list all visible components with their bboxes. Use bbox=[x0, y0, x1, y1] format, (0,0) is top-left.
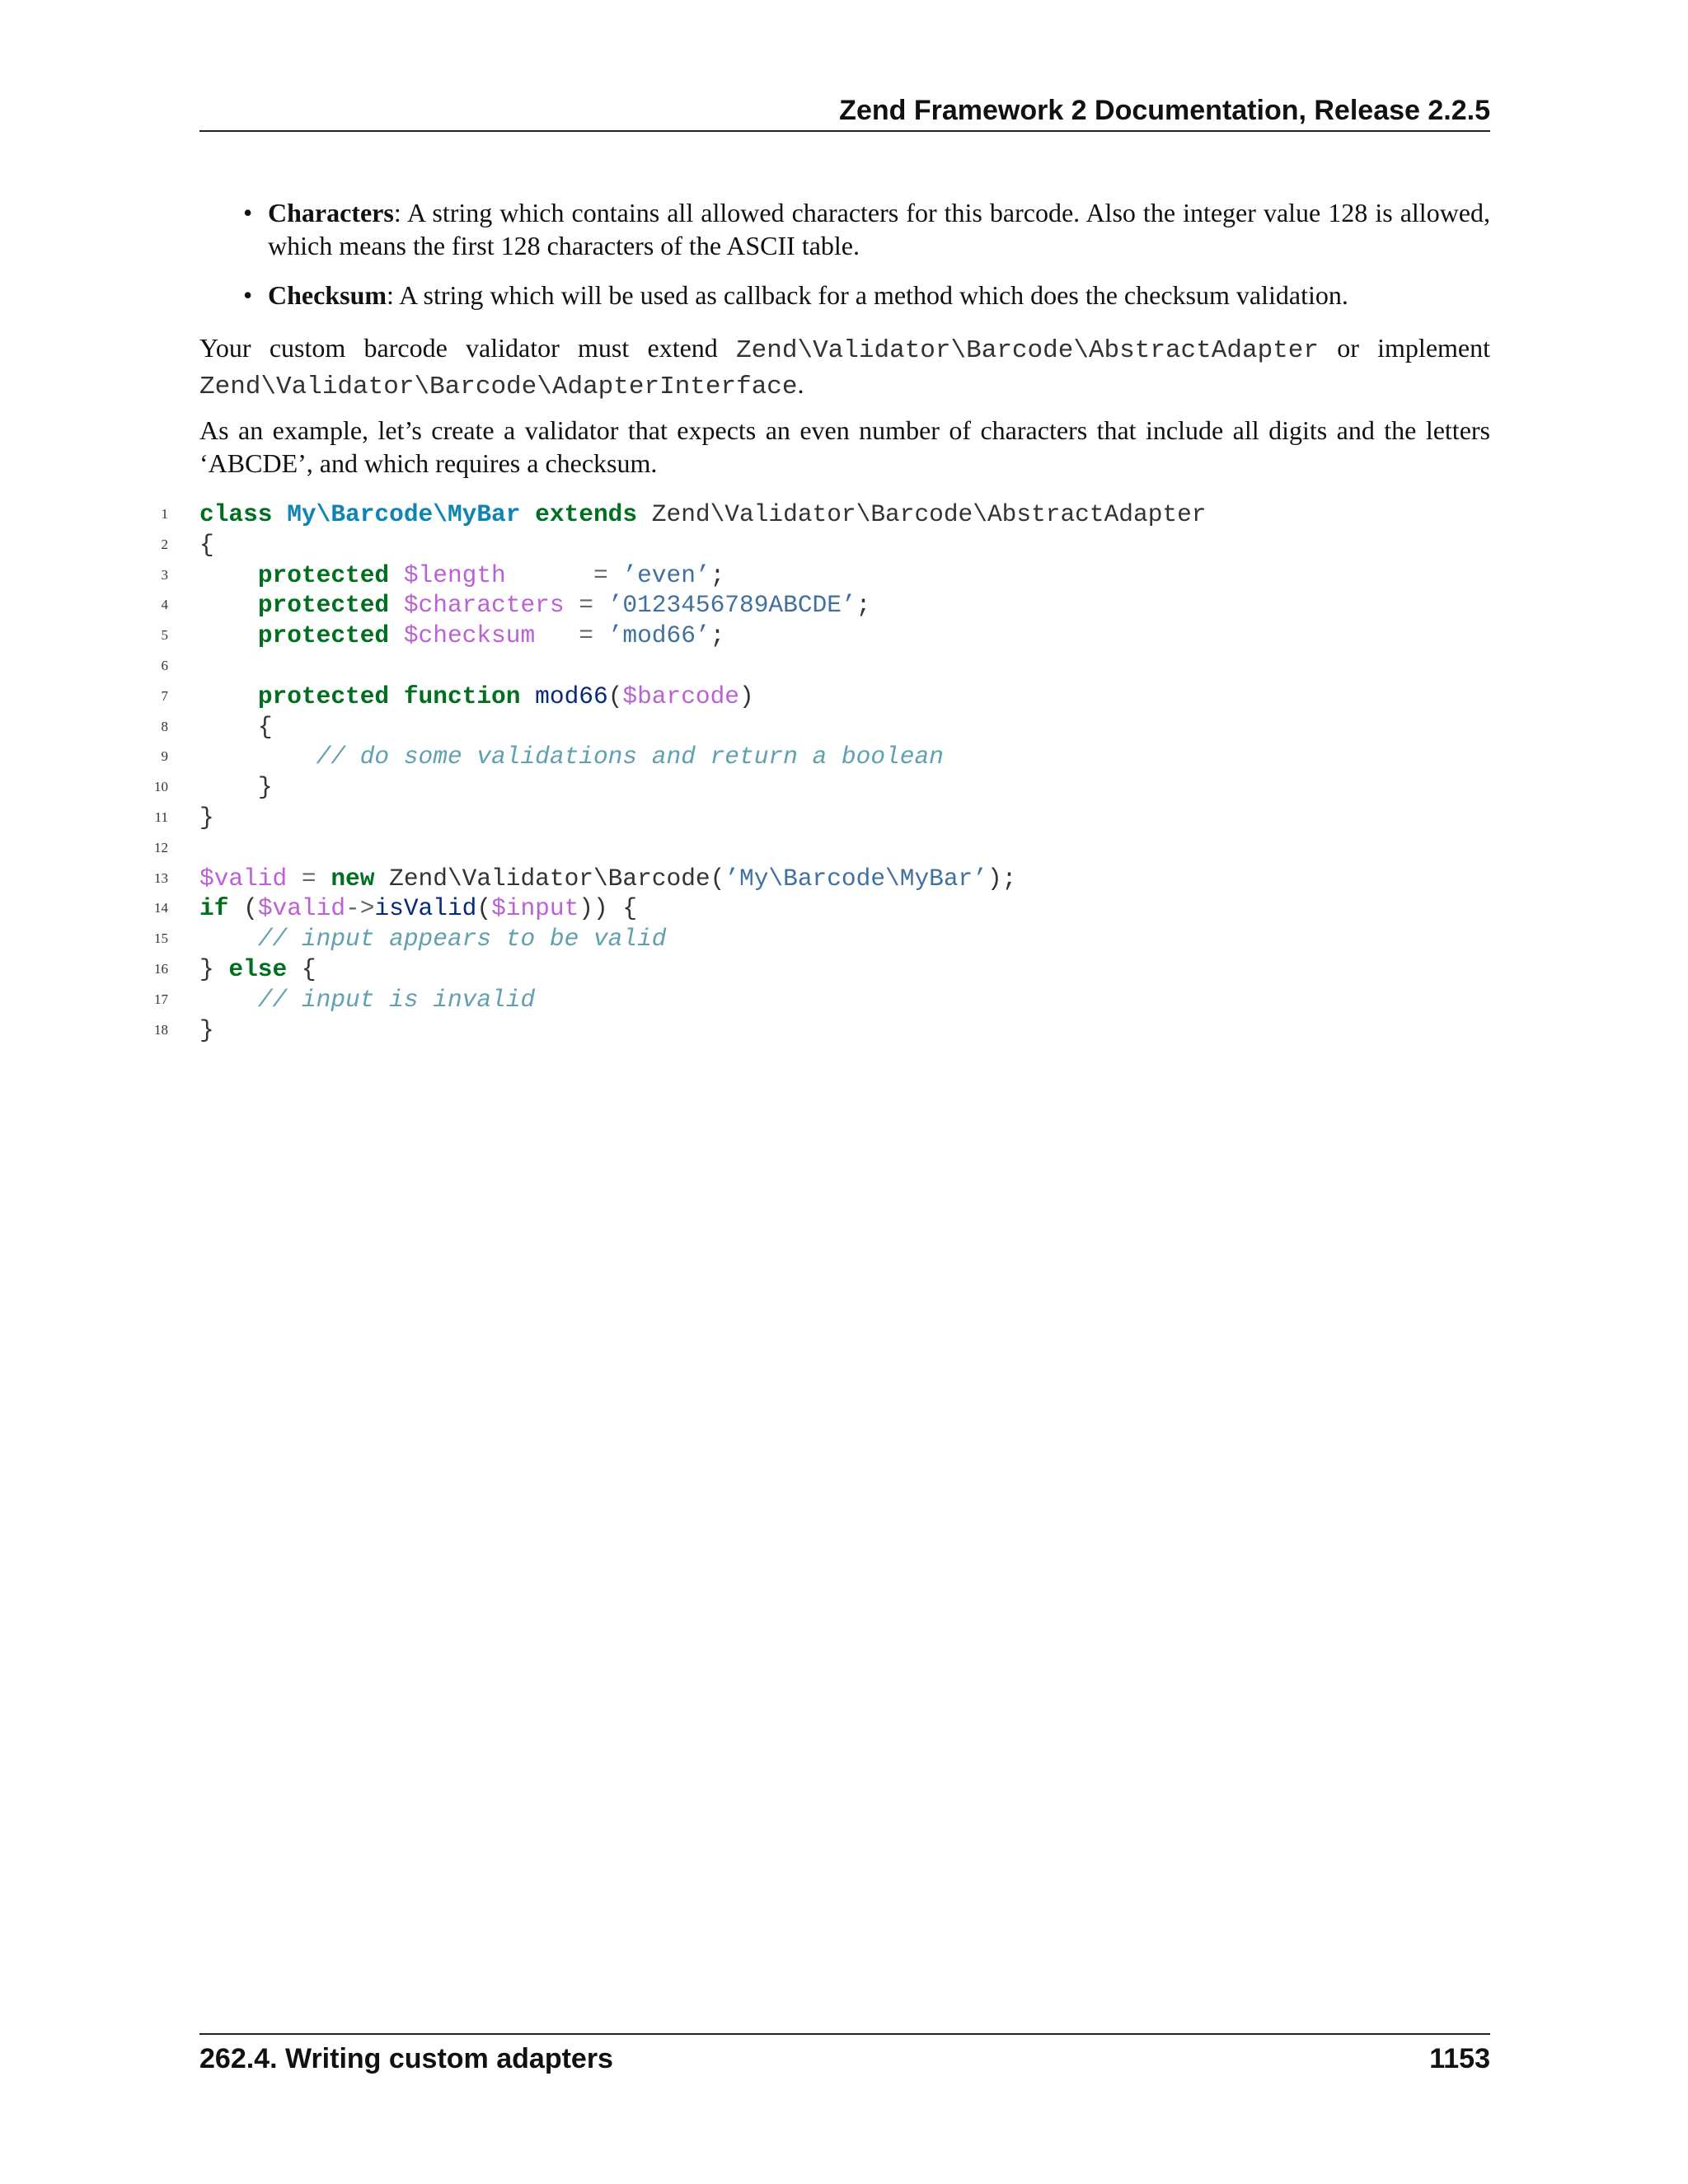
code-line bbox=[148, 864, 1500, 894]
line-number: 10 bbox=[154, 779, 168, 795]
line-number: 2 bbox=[161, 536, 168, 552]
brace: { bbox=[301, 954, 316, 983]
line-number: 13 bbox=[154, 869, 168, 886]
keyword: function bbox=[403, 682, 521, 710]
operator: = bbox=[301, 864, 316, 893]
line-number: 17 bbox=[154, 991, 168, 1007]
list-term: Characters bbox=[268, 198, 394, 227]
code-block bbox=[148, 499, 1500, 1045]
padding bbox=[535, 621, 579, 649]
bullet-icon: • bbox=[243, 280, 253, 310]
keyword: protected bbox=[257, 591, 390, 620]
code-line bbox=[148, 833, 1500, 864]
list-text: : A string which contains all allowed characters for this barcode. Also the integer value 128 is allowed, which means the first 128 characters of the ASCII table. bbox=[268, 198, 1490, 260]
variable: $valid bbox=[257, 894, 346, 923]
line-number: 14 bbox=[154, 900, 168, 916]
function-name: mod66 bbox=[535, 682, 608, 710]
para-text: or implement bbox=[1318, 333, 1491, 363]
variable: $input bbox=[491, 894, 579, 923]
keyword: protected bbox=[257, 621, 390, 650]
keyword: protected bbox=[257, 560, 390, 589]
line-number: 8 bbox=[161, 718, 168, 734]
code-line bbox=[148, 742, 1500, 772]
keyword: else bbox=[228, 954, 288, 983]
line-number: 9 bbox=[161, 748, 168, 765]
para-text: . bbox=[797, 369, 804, 399]
line-number: 7 bbox=[161, 687, 168, 704]
code-line bbox=[148, 954, 1500, 985]
line-number: 5 bbox=[161, 627, 168, 644]
variable: $valid bbox=[199, 864, 288, 893]
keyword: protected bbox=[257, 682, 390, 710]
punctuation: ( bbox=[476, 894, 492, 923]
line-number: 11 bbox=[154, 808, 168, 825]
operator: = bbox=[593, 560, 608, 589]
bullet-icon: • bbox=[243, 198, 253, 227]
comment: // do some validations and return a boolean bbox=[316, 743, 944, 771]
header-rule bbox=[199, 130, 1490, 132]
list-item bbox=[243, 279, 1490, 312]
punctuation: ; bbox=[710, 621, 725, 650]
inline-code: Zend\Validator\Barcode\AdapterInterface bbox=[199, 373, 798, 401]
paragraph-example: As an example, let’s create a validator that expects an even number of characters that include all digits and the letters ‘ABCDE’, and which requires a checksum. bbox=[199, 415, 1490, 478]
footer-rule bbox=[199, 2033, 1490, 2035]
code-line bbox=[148, 651, 1500, 682]
code-line bbox=[148, 985, 1500, 1015]
variable: $checksum bbox=[403, 621, 536, 650]
comment: // input appears to be valid bbox=[257, 925, 667, 954]
variable: $barcode bbox=[622, 682, 740, 710]
padding bbox=[565, 591, 579, 619]
code-line bbox=[148, 803, 1500, 833]
punctuation: ) bbox=[739, 682, 754, 710]
keyword: class bbox=[199, 500, 273, 528]
code-line bbox=[148, 772, 1500, 803]
running-header: Zend Framework 2 Documentation, Release 2.2.5 bbox=[839, 95, 1490, 126]
punctuation: ( bbox=[607, 682, 623, 710]
code-line bbox=[148, 560, 1500, 591]
footer-section-title: 262.4. Writing custom adapters bbox=[199, 2043, 613, 2074]
keyword: new bbox=[331, 864, 375, 893]
line-number: 1 bbox=[161, 506, 168, 522]
variable: $length bbox=[403, 560, 506, 589]
list-text: : A string which will be used as callback for a method which does the checksum validation. bbox=[387, 280, 1348, 310]
code-line bbox=[148, 499, 1500, 530]
method-name: isValid bbox=[374, 894, 477, 923]
brace: { bbox=[257, 712, 273, 741]
paragraph-extend bbox=[199, 331, 1490, 404]
brace: { bbox=[199, 530, 214, 559]
keyword: if bbox=[199, 894, 229, 923]
line-number: 3 bbox=[161, 566, 168, 583]
comment: // input is invalid bbox=[257, 985, 536, 1014]
line-number: 15 bbox=[154, 930, 168, 947]
operator: -> bbox=[345, 894, 375, 923]
code-line bbox=[148, 1015, 1500, 1046]
code-line bbox=[148, 924, 1500, 954]
option-list bbox=[243, 196, 1490, 328]
code-line bbox=[148, 682, 1500, 712]
punctuation: ); bbox=[987, 864, 1017, 893]
punctuation: ( bbox=[243, 894, 258, 923]
line-number: 18 bbox=[154, 1021, 168, 1038]
line-number: 12 bbox=[154, 839, 168, 855]
punctuation: ; bbox=[710, 560, 725, 589]
padding bbox=[506, 561, 579, 589]
para-text: Your custom barcode validator must extend bbox=[199, 333, 737, 363]
code-line bbox=[148, 530, 1500, 560]
line-number: 16 bbox=[154, 960, 168, 977]
string: ’My\Barcode\MyBar’ bbox=[724, 864, 987, 893]
class-name: Zend\Validator\Barcode bbox=[389, 864, 710, 893]
list-term: Checksum bbox=[268, 280, 387, 310]
line-number: 4 bbox=[161, 597, 168, 613]
brace: } bbox=[199, 1015, 214, 1044]
class-name: My\Barcode\MyBar bbox=[287, 500, 521, 528]
keyword: extends bbox=[535, 500, 638, 528]
punctuation: ( bbox=[710, 864, 725, 893]
string: ’mod66’ bbox=[607, 621, 710, 650]
brace: } bbox=[199, 954, 214, 983]
string: ’0123456789ABCDE’ bbox=[607, 591, 856, 620]
operator: = bbox=[579, 591, 593, 620]
inline-code: Zend\Validator\Barcode\AbstractAdapter bbox=[736, 336, 1319, 365]
code-line bbox=[148, 893, 1500, 924]
string: ’even’ bbox=[622, 560, 710, 589]
parent-class: Zend\Validator\Barcode\AbstractAdapter bbox=[651, 500, 1207, 528]
brace: } bbox=[199, 803, 214, 832]
list-item bbox=[243, 196, 1490, 262]
code-line bbox=[148, 590, 1500, 621]
page-number: 1153 bbox=[1429, 2043, 1490, 2074]
punctuation: ; bbox=[856, 591, 871, 620]
line-number: 6 bbox=[161, 657, 168, 673]
operator: = bbox=[579, 621, 593, 650]
code-line bbox=[148, 621, 1500, 651]
code-line bbox=[148, 712, 1500, 743]
variable: $characters bbox=[403, 591, 565, 620]
brace: } bbox=[257, 773, 273, 802]
punctuation: )) { bbox=[579, 894, 638, 923]
